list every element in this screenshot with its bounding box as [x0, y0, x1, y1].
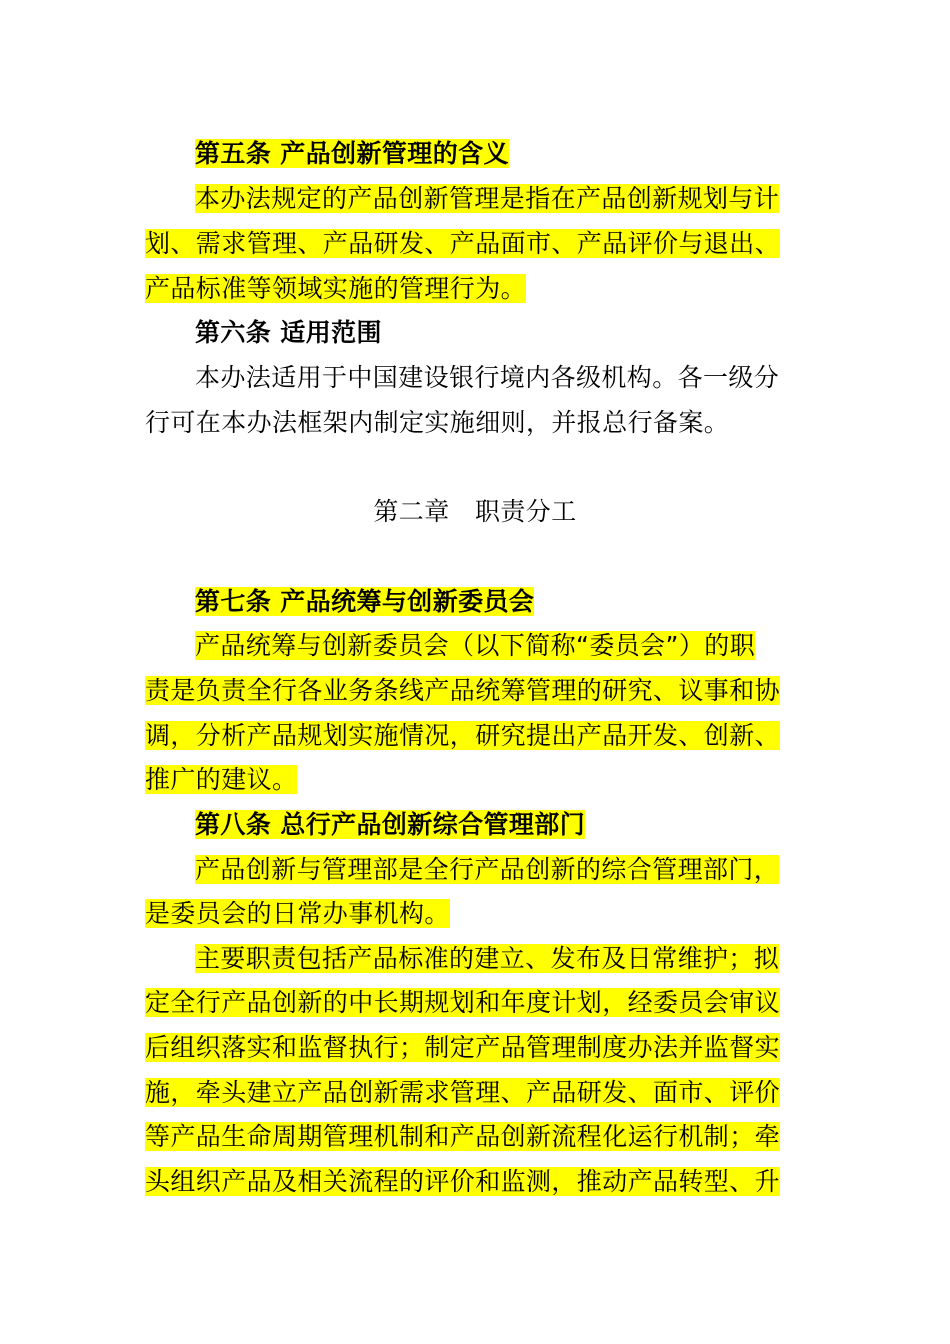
article8-p2-line-3: [145, 1026, 807, 1070]
article8-p2-line-5: [145, 1115, 807, 1159]
article6-heading: 第六条 适用范围: [195, 318, 382, 347]
article8-p2-line-4: [145, 1071, 807, 1115]
article8-p1-text-1: 产品创新与管理部是全行产品创新的综合管理部门，: [195, 855, 780, 884]
article7-text-3: 调，分析产品规划实施情况，研究提出产品开发、创新、: [145, 721, 781, 750]
article8-heading: 第八条 总行产品创新综合管理部门: [195, 810, 586, 839]
article8-p2-text-1: 主要职责包括产品标准的建立、发布及日常维护；拟: [195, 944, 780, 973]
article5-heading-line: [195, 132, 807, 176]
article5-text-1: 本办法规定的产品创新管理是指在产品创新规划与计: [195, 184, 780, 213]
article5-line-2: [145, 222, 807, 266]
article5-heading: 第五条 产品创新管理的含义: [195, 139, 509, 168]
article5-text-3: 产品标准等领域实施的管理行为。: [145, 274, 527, 303]
article7-text-1: 产品统筹与创新委员会（以下简称“委员会”）的职: [195, 631, 756, 660]
article7-text-2: 责是负责全行各业务条线产品统筹管理的研究、议事和协: [145, 676, 781, 705]
article8-p2-text-5: 等产品生命周期管理机制和产品创新流程化运行机制；牵: [145, 1122, 781, 1151]
article8-p2-text-6: 头组织产品及相关流程的评价和监测，推动产品转型、升: [145, 1167, 781, 1196]
article7-line-3: [145, 714, 807, 758]
chapter2-title: 第二章 职责分工: [373, 497, 577, 526]
article8-p1-line-2: [145, 892, 807, 936]
article8-p2-line-1: [195, 937, 807, 981]
article6-line-1: 本办法适用于中国建设银行境内各级机构。各一级分: [195, 363, 780, 392]
article8-p2-line-6: [145, 1160, 807, 1204]
article8-p1-text-2: 是委员会的日常办事机构。: [145, 899, 450, 928]
article7-heading: 第七条 产品统筹与创新委员会: [195, 587, 535, 616]
article5-line-3: [145, 267, 807, 311]
article8-p2-line-2: [145, 981, 807, 1025]
article7-line-1: [195, 624, 807, 668]
article7-text-4: 推广的建议。: [145, 765, 298, 794]
article8-heading-line: [195, 803, 807, 847]
article6-line-2: 行可在本办法框架内制定实施细则，并报总行备案。: [145, 408, 730, 437]
article8-p2-text-3: 后组织落实和监督执行；制定产品管理制度办法并监督实: [145, 1033, 781, 1062]
article7-line-2: [145, 669, 807, 713]
article8-p2-text-2: 定全行产品创新的中长期规划和年度计划，经委员会审议: [145, 988, 781, 1017]
article5-text-2: 划、需求管理、产品研发、产品面市、产品评价与退出、: [145, 229, 781, 258]
article5-line-1: [195, 177, 807, 221]
article7-line-4: [145, 758, 807, 802]
article7-heading-line: [195, 580, 807, 624]
article8-p1-line-1: [195, 848, 807, 892]
article8-p2-text-4: 施，牵头建立产品创新需求管理、产品研发、面市、评价: [145, 1078, 781, 1107]
